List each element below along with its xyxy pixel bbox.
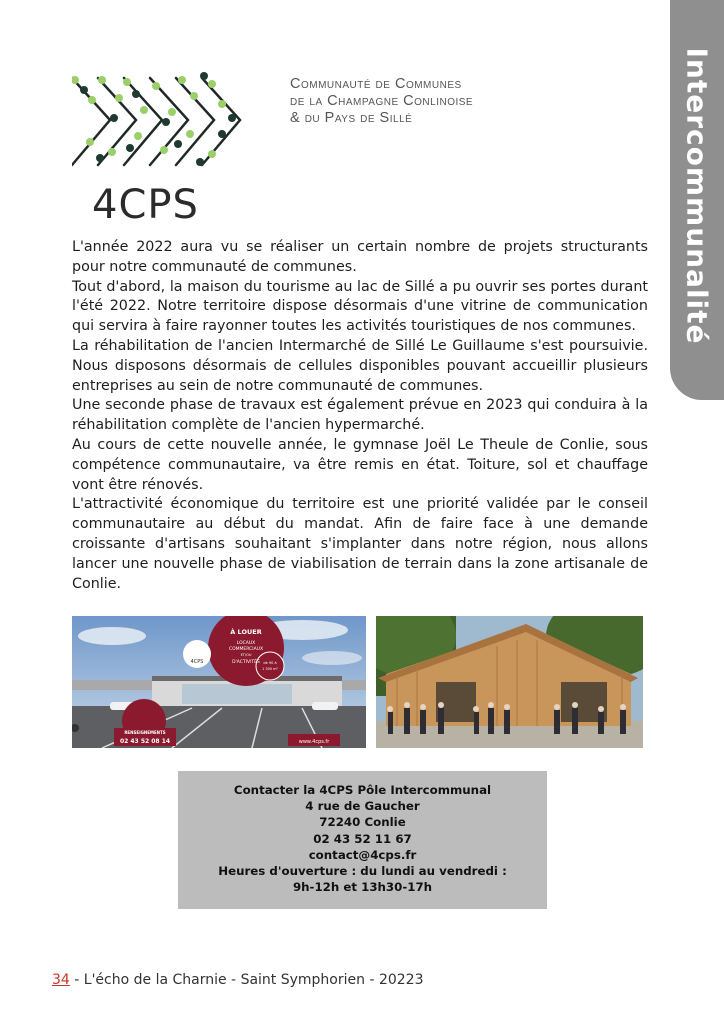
ad-badge-line: D'ACTIVITÉS — [232, 660, 260, 665]
paragraph: L'année 2022 aura vu se réaliser un certain nombre de projets structurants pour notre communauté de communes. — [72, 239, 648, 275]
contact-title: Contacter la 4CPS Pôle Intercommunal — [233, 783, 492, 797]
ad-info-title: RENSEIGNEMENTS — [124, 730, 166, 735]
footer-text: - L'écho de la Charnie - Saint Symphorien - 20223 — [69, 972, 424, 988]
org-name — [290, 76, 560, 127]
contact-address: 4 rue de Gaucher — [305, 799, 420, 814]
org-name-line: Communauté de Communes — [290, 76, 462, 92]
paragraph: L'attractivité économique du territoire est une priorité validée par le conseil communautaire au début du mandat. Afin de faire face à une demande croissante d'artisans souhaitant s'implanter dans notre région, nous allons lancer une nouvelle phase de viabilisation de terrain dans la zone artisanale de Conlie. — [72, 496, 648, 592]
contact-hours: 9h-12h et 13h30-17h — [292, 880, 433, 895]
org-name-line: de la Champagne Conlinoise — [290, 93, 474, 109]
ad-url: www.4cps.fr — [298, 739, 330, 745]
chevron-arrows-icon — [72, 70, 257, 180]
contact-email: contact@4cps.fr — [308, 847, 417, 862]
page-number: 34 — [52, 972, 70, 988]
paragraph: Tout d'abord, la maison du tourisme au lac de Sillé a pu ouvrir ses portes durant l'été 2022. Notre territoire dispose désormais d'une vitrine de communication qui servira à faire rayonner toutes les activités touristiques de nos communes. — [72, 278, 648, 335]
contact-phone: 02 43 52 11 67 — [313, 831, 412, 846]
logo-text: 4CPS — [92, 182, 199, 228]
ad-small-badge-line: de 90 à — [263, 661, 277, 665]
contact-city: 72240 Conlie — [319, 815, 406, 830]
contact-hours-label: Heures d'ouverture : du lundi au vendredi : — [218, 864, 507, 879]
side-tab — [670, 0, 724, 400]
commercial-building-ad-image — [72, 616, 366, 748]
ad-small-badge-line: 1 300 m² — [262, 667, 278, 671]
ad-badge-line: LOCAUX — [236, 641, 256, 646]
side-tab-label: Intercommunalité — [680, 47, 714, 345]
page-footer — [52, 972, 424, 988]
ad-logo-text: 4CPS — [190, 659, 204, 665]
tourism-house-photo — [376, 616, 643, 748]
4cps-logo — [72, 70, 257, 228]
ad-info-phone: 02 43 52 08 14 — [119, 738, 171, 745]
paragraph: La réhabilitation de l'ancien Intermarché de Sillé Le Guillaume s'est poursuivie. Nous disposons désormais de cellules disponibles pouvant accueillir plusieurs entreprises au sein de notre communauté de communes. — [72, 337, 648, 394]
contact-box — [178, 771, 547, 909]
ad-badge-line: ET/OU — [240, 653, 252, 657]
ad-badge-title: À LOUER — [230, 628, 262, 636]
org-name-line: & du Pays de Sillé — [290, 110, 413, 126]
article-body — [72, 238, 648, 594]
paragraph: Une seconde phase de travaux est également prévue en 2023 qui conduira à la réhabilitation complète de l'ancien hypermarché. — [72, 397, 648, 434]
ad-badge-line: COMMERCIAUX — [228, 647, 264, 652]
paragraph: Au cours de cette nouvelle année, le gymnase Joël Le Theule de Conlie, sous compétence communautaire, va être remis en état. Toiture, sol et chauffage vont être rénovés. — [72, 436, 648, 493]
